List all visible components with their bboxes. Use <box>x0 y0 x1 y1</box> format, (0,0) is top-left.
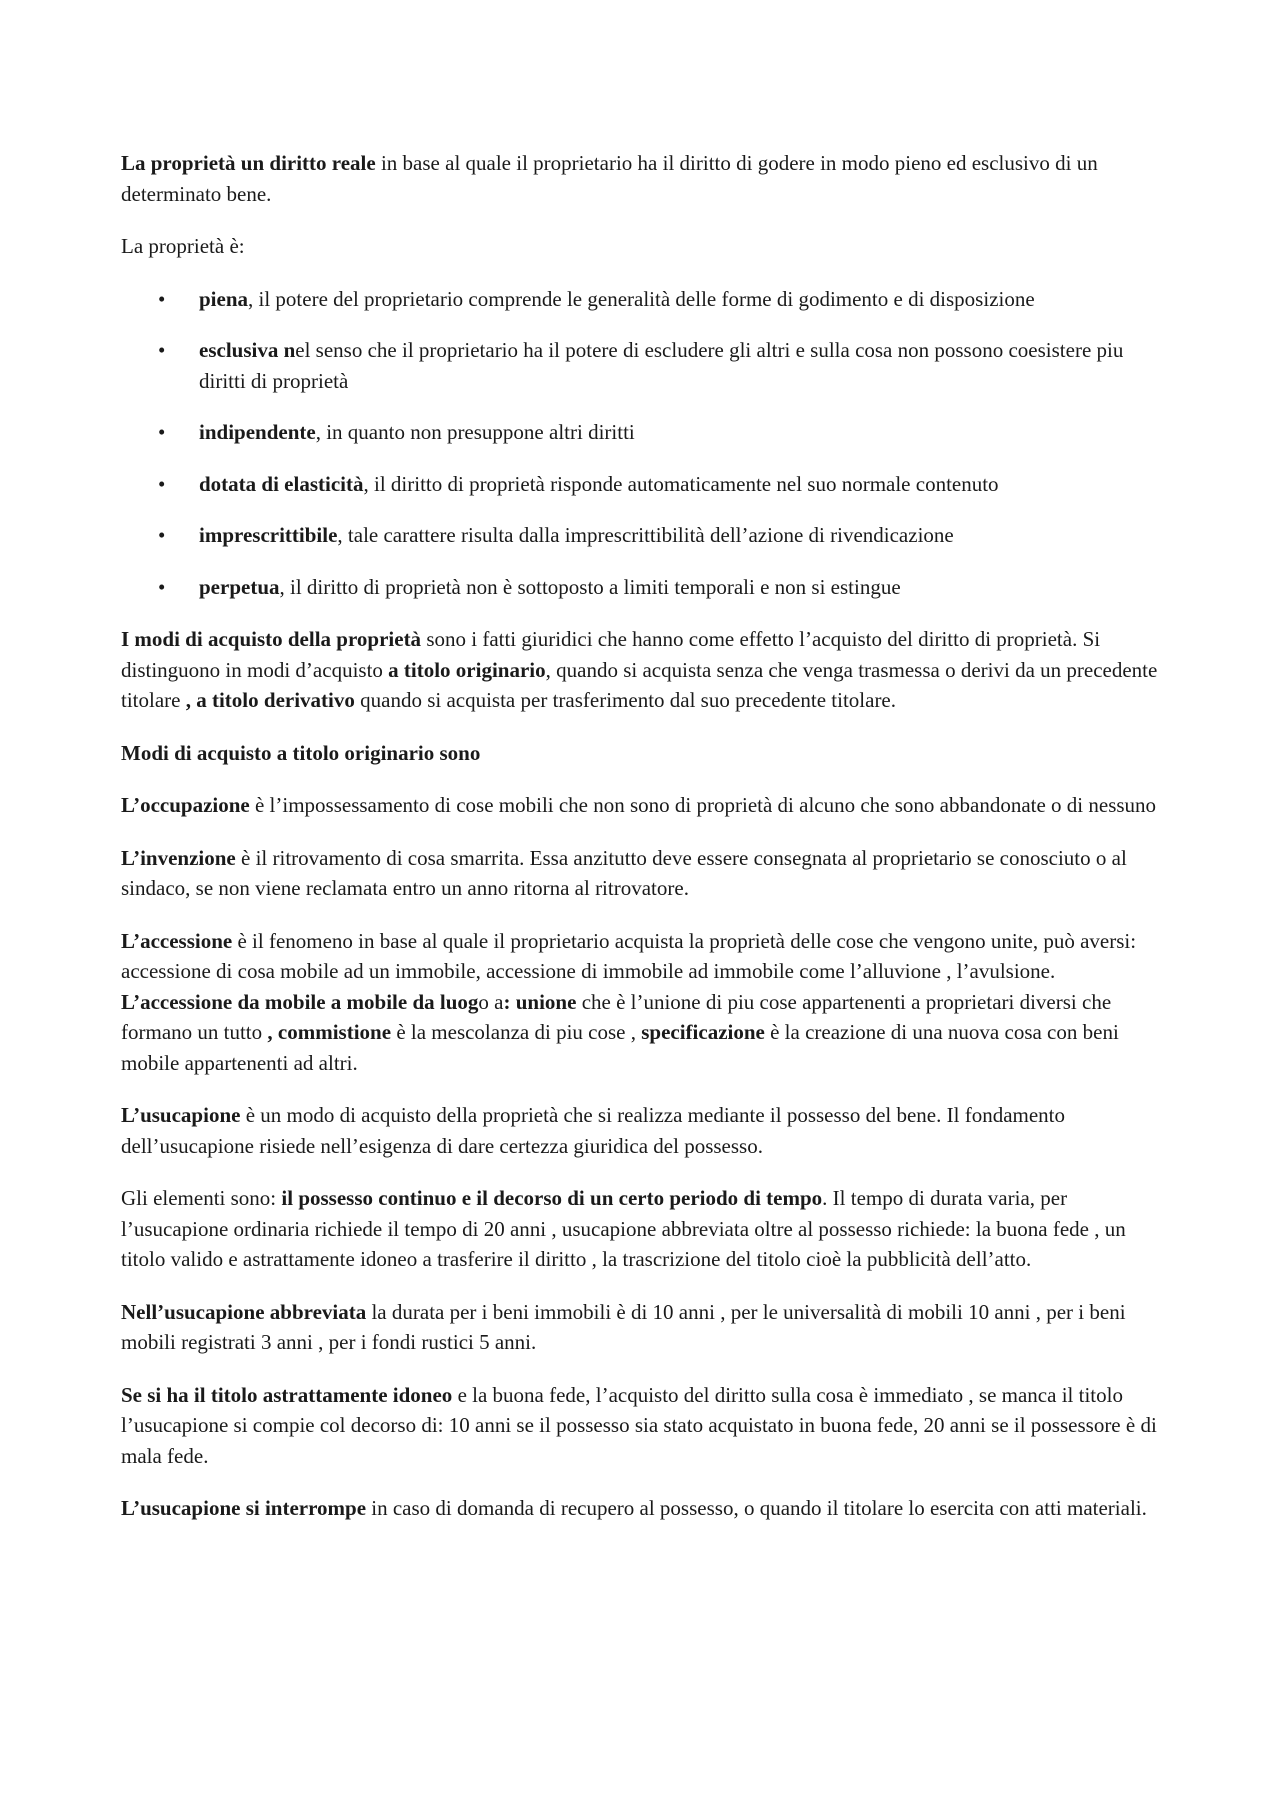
modi-bold-2: a titolo originario <box>388 657 546 682</box>
bullet-icon: • <box>158 523 166 547</box>
list-item <box>121 572 1170 603</box>
accessione-text-1: è il fenomeno in base al quale il proprietario acquista la proprietà delle cose che vengono unite, può aversi: accessione di cosa mobile ad un immobile, accessione di immobile ad immobile come l’alluvione , l’avulsione. <box>121 928 1137 983</box>
feature-text: , il potere del proprietario comprende le generalità delle forme di godimento e di disposizione <box>248 286 1035 311</box>
bullet-icon: • <box>158 420 166 444</box>
invenzione-text: è il ritrovamento di cosa smarrita. Essa anzitutto deve essere consegnata al proprietario se conosciuto o al sindaco, se non viene reclamata entro un anno ritorna al ritrovatore. <box>121 845 1127 900</box>
feature-term: piena <box>199 286 249 311</box>
invenzione-bold: L’invenzione <box>121 845 236 870</box>
intro-text: in base al quale il proprietario ha il diritto di godere in modo pieno ed esclusivo di un determinato bene. <box>121 151 1098 206</box>
modi-bold-1: I modi di acquisto della proprietà <box>121 627 422 651</box>
list-item <box>121 520 1170 551</box>
list-item <box>121 284 1170 315</box>
list-item <box>121 469 1170 500</box>
intro-bold: La proprietà un diritto reale <box>121 151 376 175</box>
accessione-paragraph <box>121 926 1170 1079</box>
titolo-text: e la buona fede, l’acquisto del diritto sulla cosa è immediato , se manca il titolo l’usucapione si compie col decorso di: 10 anni se il possesso sia stato acquistato in buona fede, 20 anni se il possessore è di mala fede. <box>121 1382 1157 1468</box>
elementi-paragraph <box>121 1183 1170 1275</box>
accessione-bold-1: L’accessione <box>121 928 233 953</box>
accessione-bold-4: , commistione <box>267 1020 392 1044</box>
elementi-text-1: Gli elementi sono: <box>121 1186 282 1210</box>
features-list <box>121 284 1170 603</box>
modi-text-1: sono i fatti giuridici che hanno come effetto l’acquisto del diritto di proprietà. Si distinguono in modi d’acquisto <box>121 627 1101 682</box>
bullet-icon: • <box>158 338 166 362</box>
elementi-text-2: . Il tempo di durata varia, per l’usucapione ordinaria richiede il tempo di 20 anni , usucapione abbreviata oltre al possesso richiede: la buona fede , un titolo valido e astrattamente idoneo a trasferire il diritto , la trascrizione del titolo cioè la pubblicità dell’atto. <box>121 1186 1126 1271</box>
modi-text-3: quando si acquista per trasferimento dal suo precedente titolare. <box>354 688 897 712</box>
modi-bold-3: , a titolo derivativo <box>185 688 355 712</box>
titolo-bold: Se si ha il titolo astrattamente idoneo <box>121 1382 453 1407</box>
abbreviata-paragraph <box>121 1297 1170 1358</box>
list-intro: La proprietà è: <box>121 234 245 258</box>
feature-term: perpetua <box>199 574 280 599</box>
usucapione-text: è un modo di acquisto della proprietà che si realizza mediante il possesso del bene. Il fondamento dell’usucapione risiede nell’esigenza di dare certezza giuridica del possesso. <box>121 1103 1066 1158</box>
elementi-bold: il possesso continuo e il decorso di un certo periodo di tempo <box>281 1186 823 1210</box>
invenzione-paragraph <box>121 843 1170 904</box>
feature-term: esclusiva n <box>199 338 296 362</box>
accessione-text-3: che è l’unione di piu cose appartenenti a proprietari diversi che formano un tutto <box>121 989 1112 1044</box>
occupazione-bold: L’occupazione <box>121 793 250 817</box>
accessione-bold-2: L’accessione da mobile a mobile da luog <box>121 989 479 1014</box>
accessione-text-4: è la mescolanza di piu cose , <box>391 1020 642 1044</box>
feature-text: el senso che il proprietario ha il potere di escludere gli altri e sulla cosa non possono coesistere piu diritti di proprietà <box>199 338 1124 393</box>
intro-paragraph <box>121 148 1170 209</box>
feature-text: , il diritto di proprietà risponde automaticamente nel suo normale contenuto <box>363 471 999 496</box>
feature-term: imprescrittibile <box>199 523 338 547</box>
accessione-text-5: è la creazione di una nuova cosa con beni mobile appartenenti ad altri. <box>121 1020 1119 1075</box>
modi-paragraph <box>121 624 1170 716</box>
feature-term: dotata di elasticità <box>199 471 364 496</box>
modi-text-2: , quando si acquista senza che venga trasmessa o derivi da un precedente titolare <box>121 657 1158 712</box>
abbreviata-text: la durata per i beni immobili è di 10 anni , per le universalità di mobili 10 anni , per i beni mobili registrati 3 anni , per i fondi rustici 5 anni. <box>121 1299 1126 1354</box>
usucapione-paragraph <box>121 1100 1170 1161</box>
interrompe-paragraph <box>121 1493 1170 1524</box>
occupazione-paragraph <box>121 790 1170 821</box>
accessione-bold-5: specificazione <box>641 1020 765 1044</box>
bullet-icon: • <box>158 574 166 599</box>
accessione-bold-3: : unione <box>503 989 577 1014</box>
bullet-icon: • <box>158 471 166 496</box>
feature-text: , il diritto di proprietà non è sottoposto a limiti temporali e non si estingue <box>279 574 901 599</box>
originario-heading <box>121 738 1170 769</box>
feature-text: , in quanto non presuppone altri diritti <box>315 420 635 444</box>
usucapione-bold: L’usucapione <box>121 1103 241 1127</box>
interrompe-bold: L’usucapione si interrompe <box>121 1496 367 1520</box>
list-item <box>121 335 1170 396</box>
abbreviata-bold: Nell’usucapione abbreviata <box>121 1299 367 1324</box>
feature-term: indipendente <box>199 420 316 444</box>
list-item <box>121 417 1170 448</box>
occupazione-text: è l’impossessamento di cose mobili che non sono di proprietà di alcuno che sono abbandonate o di nessuno <box>249 793 1157 817</box>
titolo-paragraph <box>121 1380 1170 1472</box>
feature-text: , tale carattere risulta dalla imprescrittibilità dell’azione di rivendicazione <box>337 523 954 547</box>
bullet-icon: • <box>158 286 166 311</box>
interrompe-text: in caso di domanda di recupero al possesso, o quando il titolare lo esercita con atti materiali. <box>366 1496 1147 1520</box>
accessione-text-2: o a <box>478 989 504 1014</box>
originario-heading-text: Modi di acquisto a titolo originario sono <box>121 740 481 765</box>
